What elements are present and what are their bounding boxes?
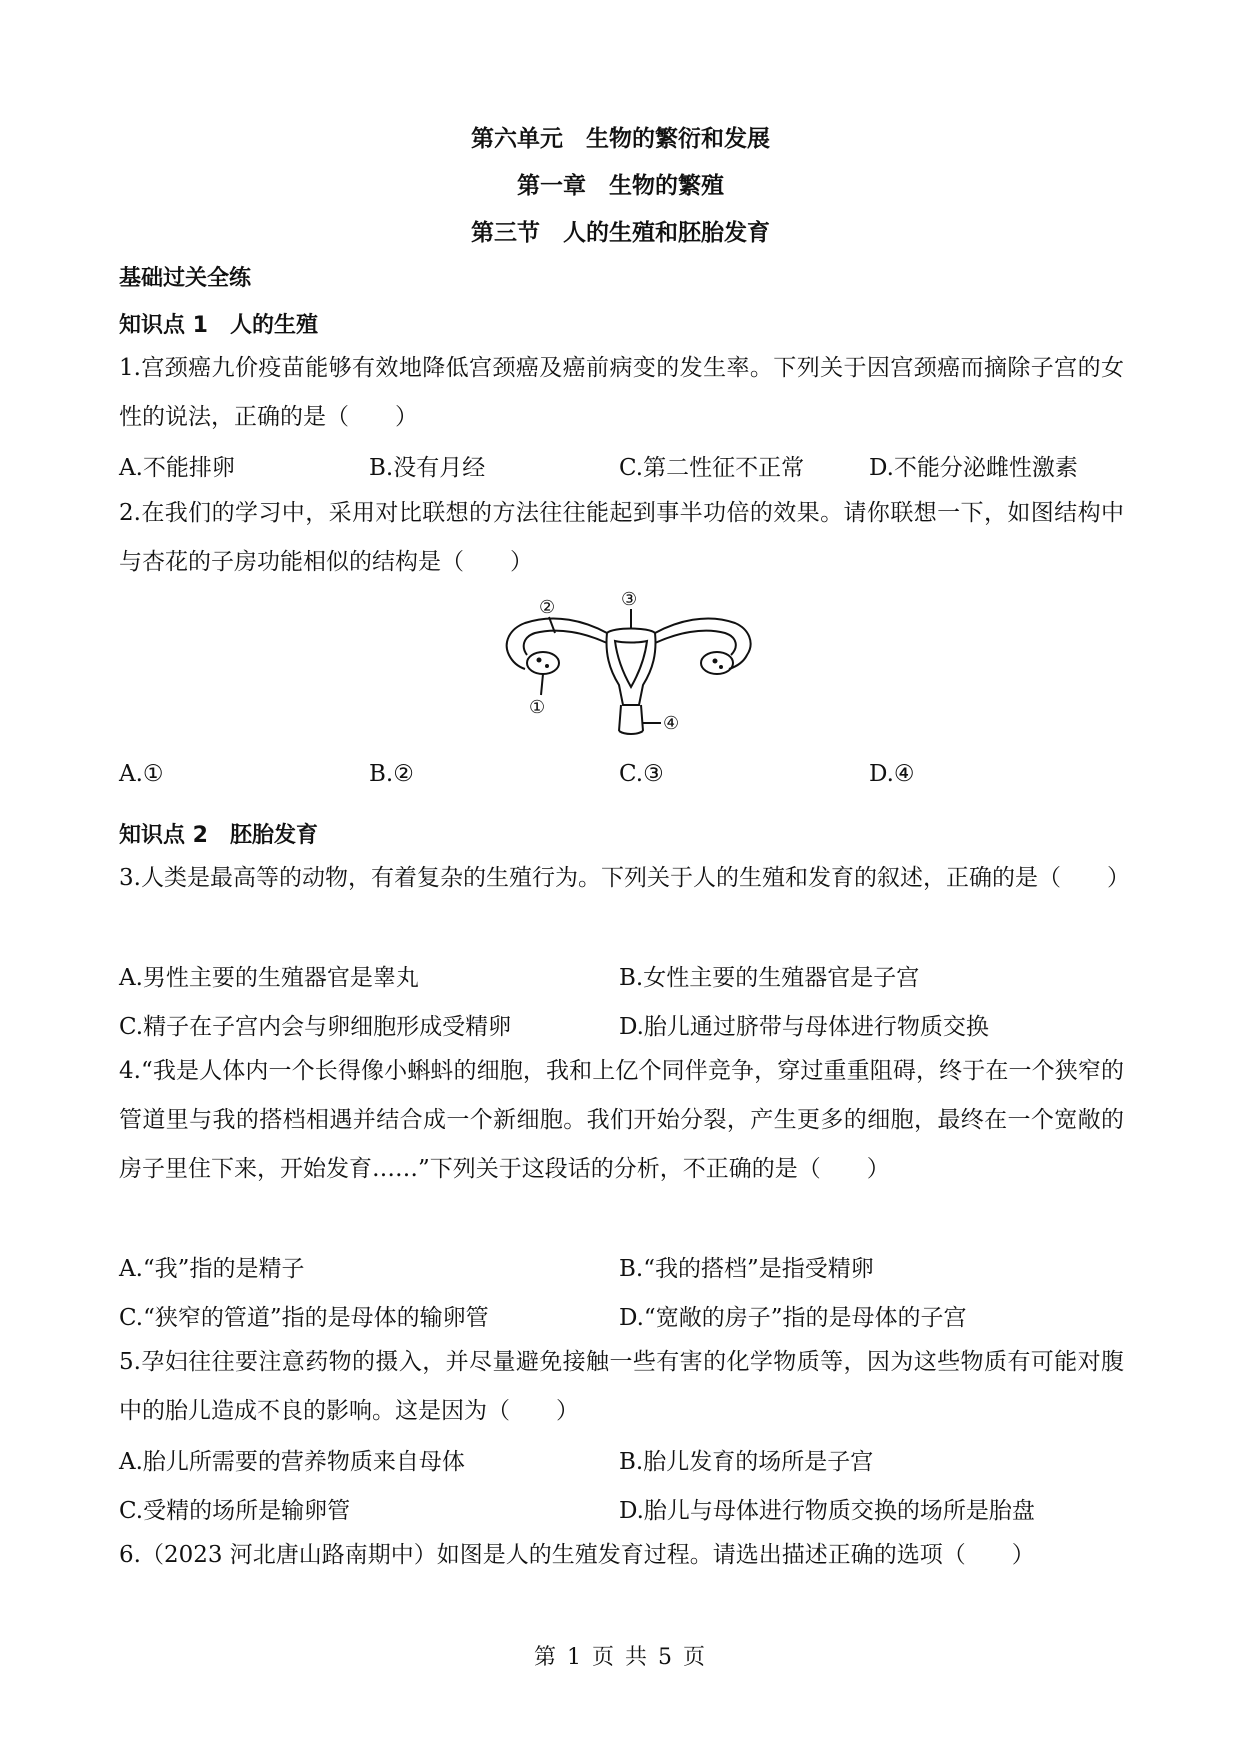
figure-label-2: ② [539, 597, 556, 618]
page-footer: 第 1 页 共 5 页 [534, 1645, 707, 1670]
question-5-options-row2 [119, 1492, 1124, 1532]
q4-option-d[interactable]: D.“宽敞的房子”指的是母体的子宫 [619, 1305, 967, 1331]
q5-option-a[interactable]: A.胎儿所需要的营养物质来自母体 [119, 1449, 465, 1475]
question-1-options [119, 449, 1124, 489]
uterus-diagram [495, 583, 755, 743]
figure-label-3: ③ [621, 589, 638, 610]
q5-option-d[interactable]: D.胎儿与母体进行物质交换的场所是胎盘 [619, 1498, 1035, 1524]
question-4-stem: 4.“我是人体内一个长得像小蝌蚪的细胞，我和上亿个同伴竞争，穿过重重阻碍，终于在一个狭窄的管道里与我的搭档相遇并结合成一个新细胞。我们开始分裂，产生更多的细胞，最终在一个宽敞的房子里住下来，开始发育……”下列关于这段话的分析，不正确的是（ ） [119, 1058, 1124, 1182]
knowledge-point-1: 知识点 1 人的生殖 [119, 313, 318, 338]
q3-option-c[interactable]: C.精子在子宫内会与卵细胞形成受精卵 [119, 1014, 512, 1040]
question-5-options-row1 [119, 1443, 1124, 1483]
q4-option-a[interactable]: A.“我”指的是精子 [119, 1256, 305, 1282]
q1-option-c[interactable]: C.第二性征不正常 [619, 455, 805, 481]
q1-option-a[interactable]: A.不能排卵 [119, 455, 235, 481]
q4-option-c[interactable]: C.“狭窄的管道”指的是母体的输卵管 [119, 1305, 489, 1331]
q1-option-b[interactable]: B.没有月经 [369, 455, 486, 481]
q2-option-c[interactable]: C.③ [619, 761, 664, 787]
q1-option-d[interactable]: D.不能分泌雌性激素 [869, 455, 1078, 481]
question-6-stem: 6.（2023 河北唐山路南期中）如图是人的生殖发育过程。请选出描述正确的选项（ ） [119, 1542, 1035, 1568]
q3-option-d[interactable]: D.胎儿通过脐带与母体进行物质交换 [619, 1014, 989, 1040]
q3-option-a[interactable]: A.男性主要的生殖器官是睾丸 [119, 965, 419, 991]
q2-option-a[interactable]: A.① [119, 761, 164, 787]
question-5-stem: 5.孕妇往往要注意药物的摄入，并尽量避免接触一些有害的化学物质等，因为这些物质有可能对腹中的胎儿造成不良的影响。这是因为（ ） [119, 1349, 1124, 1424]
q2-option-b[interactable]: B.② [369, 761, 414, 787]
question-2-stem: 2.在我们的学习中，采用对比联想的方法往往能起到事半功倍的效果。请你联想一下，如图结构中与杏花的子房功能相似的结构是（ ） [119, 500, 1124, 575]
knowledge-point-2: 知识点 2 胚胎发育 [119, 823, 318, 848]
question-4-options-row2 [119, 1299, 1124, 1339]
q5-option-b[interactable]: B.胎儿发育的场所是子宫 [619, 1449, 874, 1475]
female-reproductive-system-figure [495, 583, 755, 743]
q5-option-c[interactable]: C.受精的场所是输卵管 [119, 1498, 351, 1524]
question-3-options-row1 [119, 959, 1124, 999]
unit-title: 第六单元 生物的繁衍和发展 [471, 126, 770, 152]
q3-option-b[interactable]: B.女性主要的生殖器官是子宫 [619, 965, 920, 991]
q4-option-b[interactable]: B.“我的搭档”是指受精卵 [619, 1256, 874, 1282]
q2-option-d[interactable]: D.④ [869, 761, 915, 787]
figure-label-4: ④ [663, 713, 680, 734]
question-1-stem: 1.宫颈癌九价疫苗能够有效地降低宫颈癌及癌前病变的发生率。下列关于因宫颈癌而摘除子宫的女性的说法，正确的是（ ） [119, 355, 1124, 430]
question-3-stem: 3.人类是最高等的动物，有着复杂的生殖行为。下列关于人的生殖和发育的叙述，正确的是（ ） [119, 865, 1130, 891]
section-title: 第三节 人的生殖和胚胎发育 [471, 220, 770, 246]
figure-label-1: ① [529, 697, 546, 718]
question-3-options-row2 [119, 1008, 1124, 1048]
exercise-heading: 基础过关全练 [119, 266, 252, 291]
chapter-title: 第一章 生物的繁殖 [517, 173, 724, 199]
question-4-options-row1 [119, 1250, 1124, 1290]
question-2-options [119, 761, 1124, 801]
